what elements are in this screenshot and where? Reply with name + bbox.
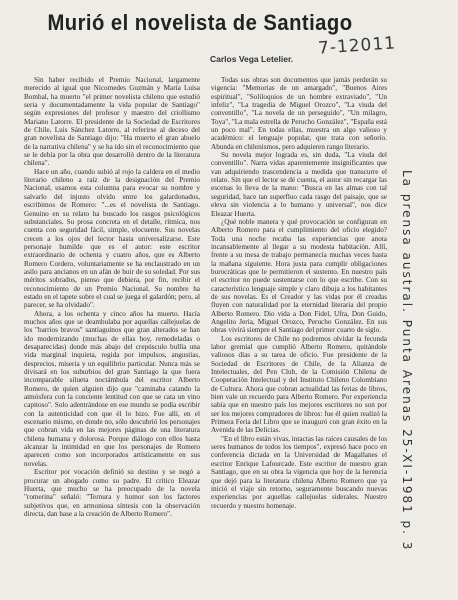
paragraph: Sin haber recibido el Premio Nacional, largamente merecido al igual que Nicomedes Guzmán y María Luisa Bombal, ha muerto "el primer novelista chileno que estudió seria y documentadamente la vida popular de Santiago" según expresiones del profesor y maestro del criollismo Mariano Latorre. El presidente de la Sociedad de Escritores de Chile, Luis Sánchez Latorre, al referirse al deceso del gran novelista de Santiago dijo: "Ha muerto el gran abuelo de la narrativa chilena" y se ha ido sin el reconocimiento que se le debía por la obra que desarrolló dentro de la literatura chilena".	[24, 76, 200, 168]
paragraph: "En el libro están vivas, intactas las raíces causales de los seres humanos de todos los tiempos", expresó hace poco en conferencia dictada en la Universidad de Magallanes el escritor Enrique Lafourcade. Este escritor de nuestro gran Santiago, que en su obra la vigencia que hoy de la herencia que dejó para la literatura chilena Alberto Romero que ya inició el viaje sin retorno, seguramente buscando nuevas experiencias por aquellas callejuelas siderales. Nuestro recuerdo y nuestro homenaje.	[211, 434, 387, 510]
paragraph: Todas sus obras son documentos que jamás perderán su vigencia: "Memorias de un amargado", "Buenos Aires espiritual", "Soliloquios de un hombre extraviado", "Un infeliz", "La tragedia de Miguel Orozco", "La viuda del conventillo", "La novela de un perseguido", "Un milagro, Toya", "La mala estrella de Perucho González", "España está un poco mal". En todas ellas, muestra un algo valioso y académico: el lenguaje popular, que trata con señorío. Abunda en chilenismos, pero adquieren rango literario.	[211, 76, 387, 151]
paragraph: Ahora, a los ochenta y cinco años ha muerto. Hacía muchos años que se deambulaba por aquellas callejuelas de los "barrios bravos" santiaguinos que gran alterados se han ido modernizando (muchas de ellas hoy, remodeladas o desaparecidas) donde más abajo del crepúsculo bullía una vida marginal inquieta, regida por impulsos, angustias, desprecios, miseria y un equilibrio particular. Nunca más se divisará en los suburbios del gran Santiago la que fuera incomparable silueta noctámbula del escritor Alberto Romero, de quien alguien dijo que "caminaba catando la atmósfera con la conciente lentitud con que se cata un vino capitoso". Solo adentrándose en ese mundo se podía escribir con la autenticidad con que él lo hizo. Fue allí, en el escenario mismo, en donde no, sólo descubrió los personajes que cobran vida en las mejores páginas de una literatura chilena humana y dolorosa. Porque diálogo con ellos hasta alcanzar la intimidad en que los personajes de Romero aparecen como son incorporados artísticamente en sus novelas.	[24, 309, 200, 468]
handwritten-margin-note: La prensa austral. Punta Arenas 25-XI-1981 p. 3	[400, 170, 414, 552]
article-byline: Carlos Vega Letelier.	[210, 54, 294, 64]
paragraph: Hace un año, cuando subió al rojo la caldera en el medio literario chileno a raíz de la designación del Premio Nacional, usamos esta columna para evocar su nombre y salvarlo del injusto olvido entre los galardonados, escribimos de Romero: "...es el novelista de Santiago. Genuino en su relato ha buscado los rasgos psicológicos substanciales. Su prosa concreta en el detalle, rítmica, nos cuenta con seguridad fácil, simple, elocuente. Sus novelas crecen a los ojos del lector hasta universalizarse. Este personaje humilde que es el autor: este escritor extraordinario de ochenta y cuatro años, que es Alberto Romero Cordero, voluntariamente se ha enclaustrado en un asilo para ancianos en un afán de huir de su soledad. Por sus méritos sobrados, pienso que debiera, por fin, recibir el reconocimiento de un Premio Nacional. Su nombre ha estado en el tapete sobre el cual se juega el galardón; pero, al parecer, se ha olvidado".	[24, 167, 200, 310]
article-column-right	[211, 76, 387, 510]
article-column-left	[24, 76, 200, 518]
paragraph: Los escritores de Chile no podremos olvidar la fecunda labor gremial que cumplió Alberto Romero, quitándole valiosos días a su tarea de oficio. Fue presidente de la Sociedad de Escritores de Chile, de la Alianza de Intelectuales, del Pen Club, de la Comisión Chilena de Cooperación Intelectual y del Instituto Chileno Colombiano de Cultura. Ahora que cobran actualidad las ferias de libros, bien vale un recuerdo para Alberto Romero. Por experiencia sabía que en nuestro país los mejores escritores no son por ser los mejores compradores de libros: fue él quien realizó la Primera Feria del Libro que se inauguró con gran éxito en la Avenida de las Delicias.	[211, 334, 387, 435]
paragraph: Escritor por vocación definió su destino y se negó a procurar un abogado como su padre. El crítico Eleazar Huerta, que mucho se ha preocupado de la novela "romerina" señaló: "Ternura y humor son los factores subjetivos que, en armoniosa síntesis con la observación directa, dan base a la creación de Alberto Romero".	[24, 468, 200, 518]
paragraph: ¿Qué noble manera y qué provocación se configuran en Alberto Romero para el cumplimiento del oficio elegido? Toda una noche recaba las experiencias que anota incansablemente al llegar a su modesta habitación. Allí, frente a su mesa de trabajo permanecía muchas veces hasta la mañana siguiente. Hora justa para cumplir obligaciones burocráticas que le permitieron el sustento. En nuestro país el escritor no puede sustentarse con lo que escribe. Con su característico lenguaje simple y claro dibuja a los habitantes de sus novelas. Es el Creador y las vidas por él creadas fluyen con naturalidad por la eternidad literaria del propio Alberto Romero. Dio vida a Don Fidel, Ufra, Don Guido, Angelito Jeria, Miguel Orozco, Perucho González. En sus obras vivirá siempre el Santiago del primer cuarto de siglo.	[211, 217, 387, 335]
article-headline: Murió el novelista de Santiago	[47, 10, 353, 35]
handwritten-date: 7-12011	[317, 33, 397, 59]
paragraph: Su novela mejor lograda es, sin duda, "La viuda del conventillo". Narra vidas aparentemente insignificantes que van adquiriendo trascendencia a medida que transcurre el relato. Sin que el lector se dé cuenta, el autor sin recargar las escenas lo lleva de la mano: "Busca en las almas con tal seguridad, hace tan superfluo cada rasgo del paisaje, que se eleva sin violencia a lo humano y universal", nos dice Eleazar Huerta.	[211, 151, 387, 218]
